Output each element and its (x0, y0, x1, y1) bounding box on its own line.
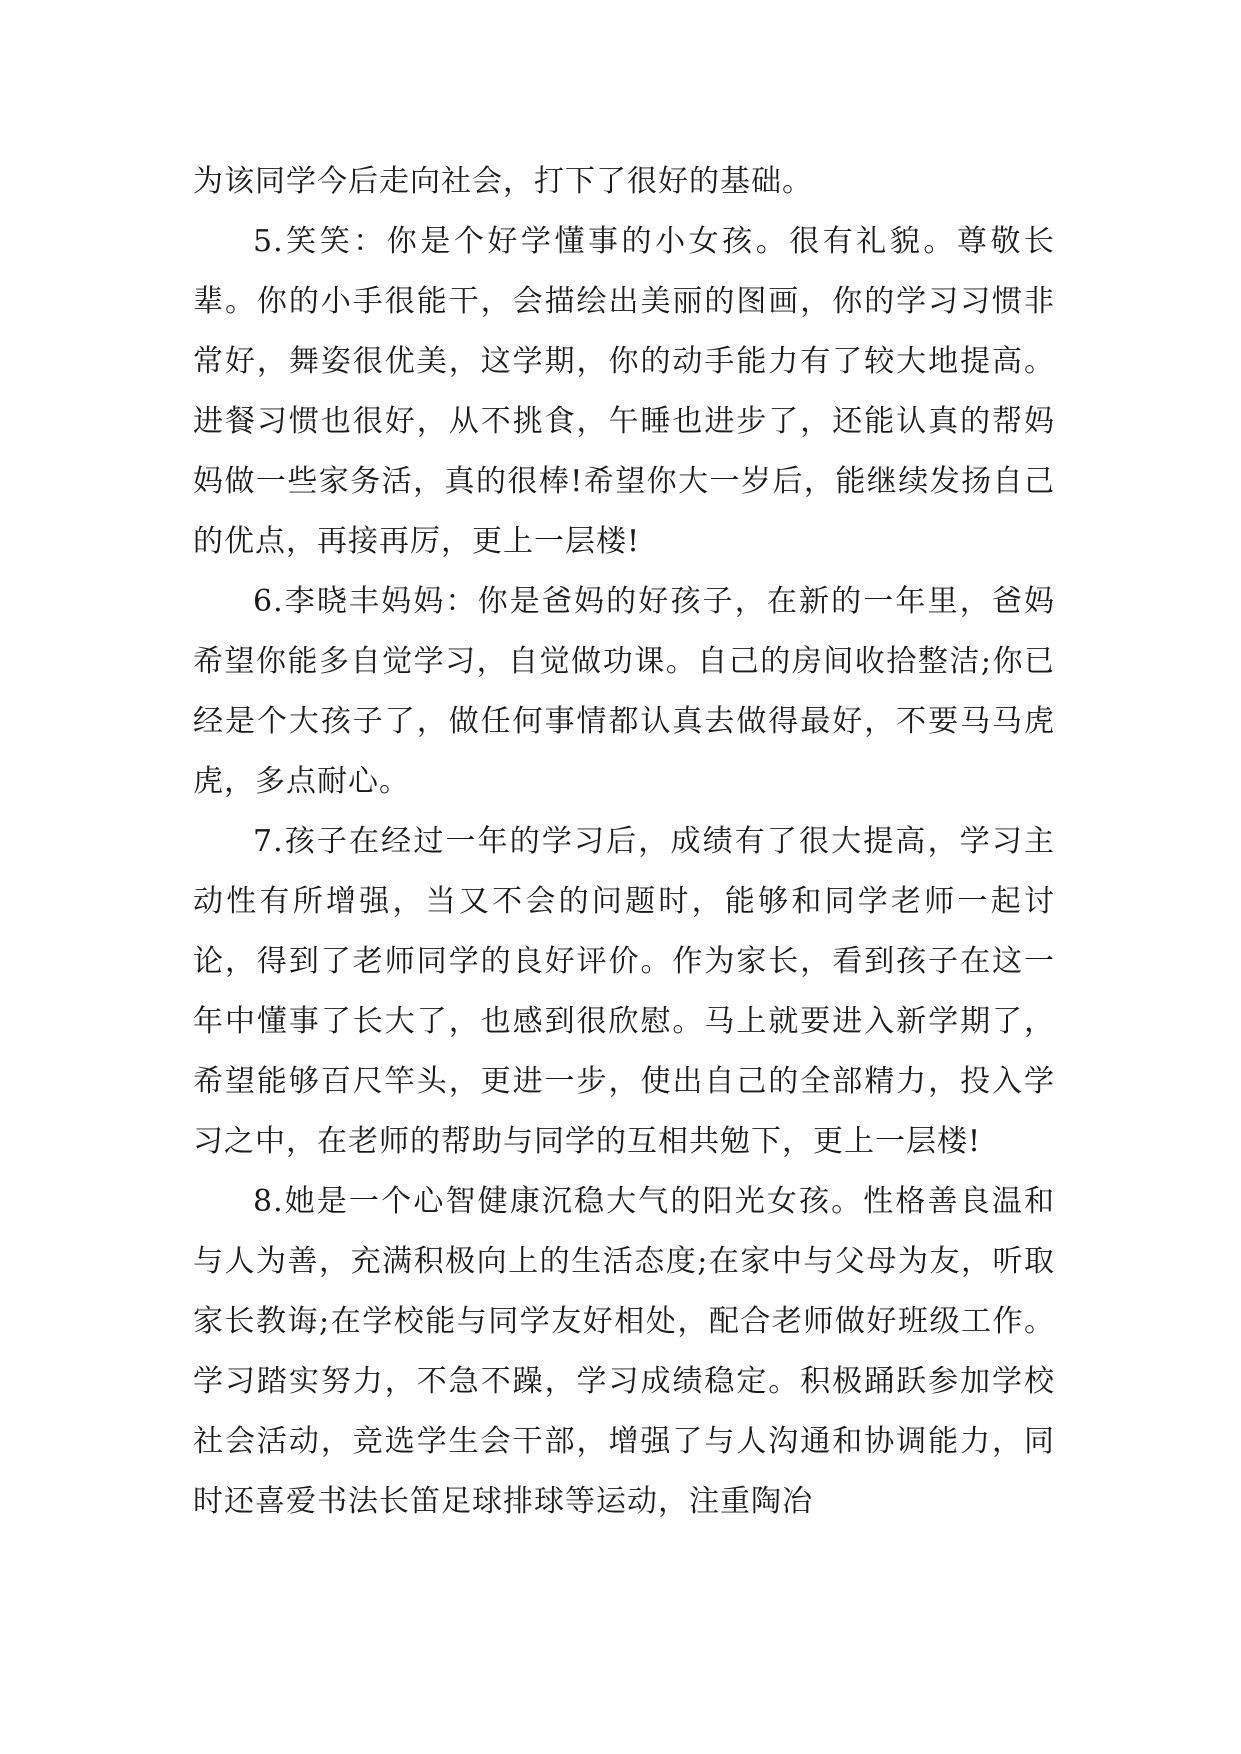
paragraph-continuation: 为该同学今后走向社会，打下了很好的基础。 (193, 164, 813, 199)
document-body (193, 152, 1055, 1532)
paragraph-item-8: 8.她是一个心智健康沉稳大气的阳光女孩。性格善良温和与人为善，充满积极向上的生活态度;在家中与父母为友，听取家长教诲;在学校能与同学友好相处，配合老师做好班级工作。学习踏实努力，不急不躁，学习成绩稳定。积极踊跃参加学校社会活动，竞选学生会干部，增强了与人沟通和协调能力，同时还喜爱书法长笛足球排球等运动，注重陶冶 (193, 1184, 1055, 1519)
paragraph-item-6: 6.李晓丰妈妈：你是爸妈的好孩子，在新的一年里，爸妈希望你能多自觉学习，自觉做功课。自己的房间收拾整洁;你已经是个大孩子了，做任何事情都认真去做得最好，不要马马虎虎，多点耐心。 (193, 584, 1055, 799)
paragraph-item-7: 7.孩子在经过一年的学习后，成绩有了很大提高，学习主动性有所增强，当又不会的问题时，能够和同学老师一起讨论，得到了老师同学的良好评价。作为家长，看到孩子在这一年中懂事了长大了，也感到很欣慰。马上就要进入新学期了，希望能够百尺竿头，更进一步，使出自己的全部精力，投入学习之中，在老师的帮助与同学的互相共勉下，更上一层楼! (193, 824, 1055, 1159)
paragraph-item-5: 5.笑笑：你是个好学懂事的小女孩。很有礼貌。尊敬长辈。你的小手很能干，会描绘出美丽的图画，你的学习习惯非常好，舞姿很优美，这学期，你的动手能力有了较大地提高。进餐习惯也很好，从不挑食，午睡也进步了，还能认真的帮妈妈做一些家务活，真的很棒!希望你大一岁后，能继续发扬自己的优点，再接再厉，更上一层楼! (193, 224, 1055, 559)
